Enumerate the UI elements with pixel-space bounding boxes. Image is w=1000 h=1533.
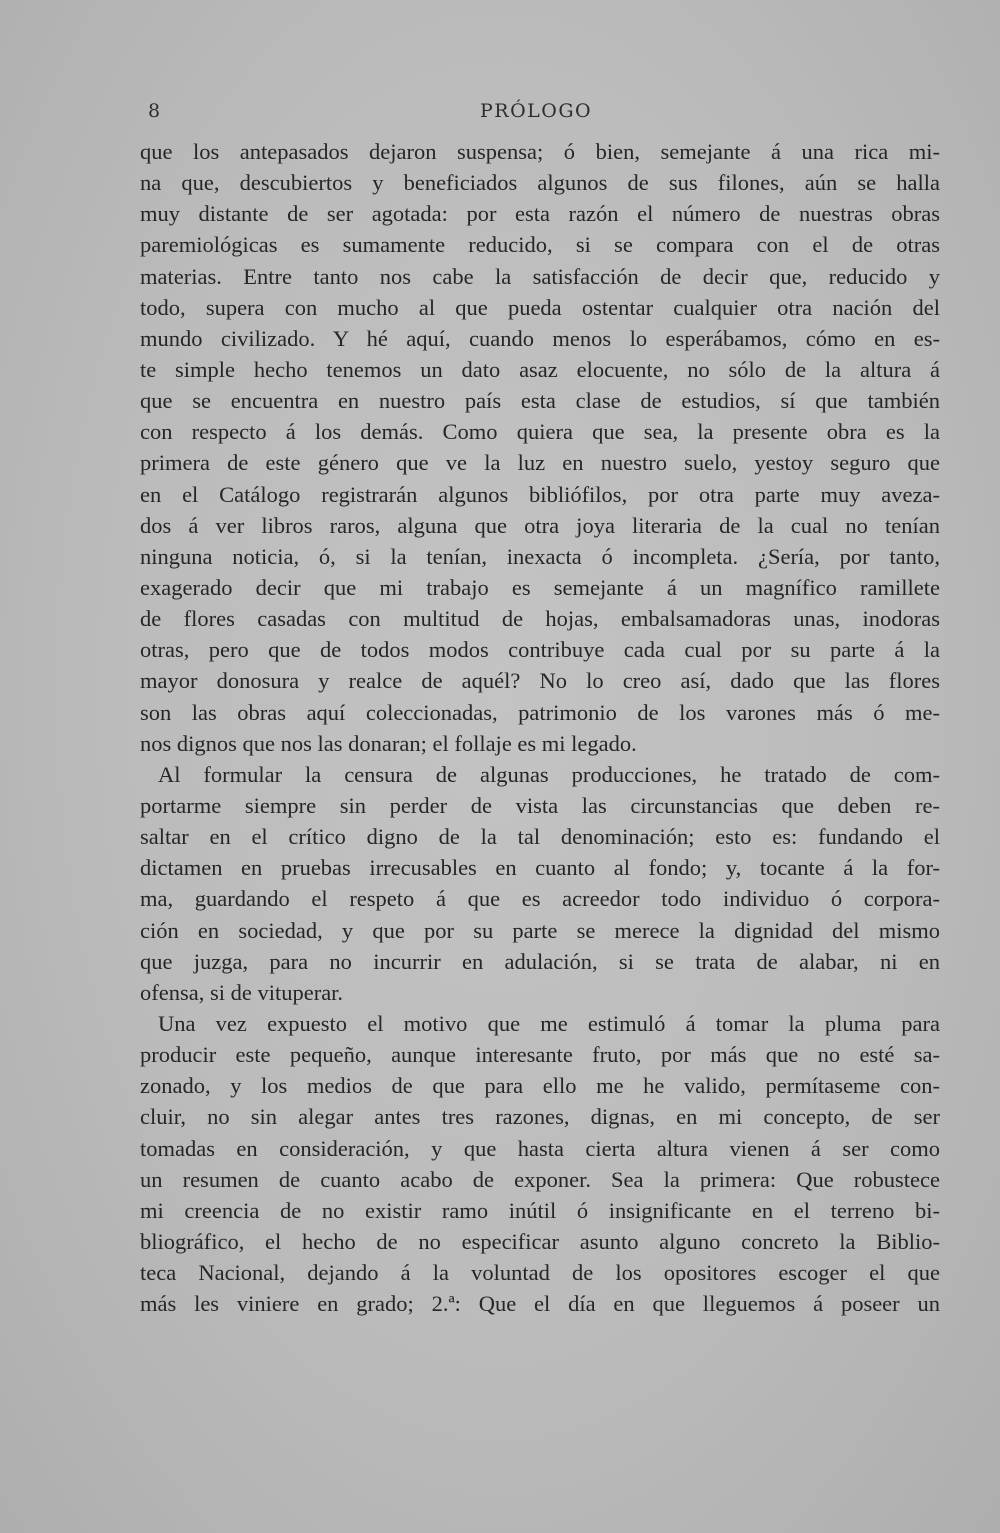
text-line: que se encuentra en nuestro país esta clase de estudios, sí que también — [140, 388, 940, 414]
running-head: PRÓLOGO — [480, 100, 593, 122]
text-line: zonado, y los medios de que para ello me he valido, permítaseme con- — [140, 1073, 940, 1099]
text-line: primera de este género que ve la luz en nuestro suelo, yestoy seguro que — [140, 450, 940, 476]
paragraph-start-line: Al formular la censura de algunas producciones, he tratado de com- — [158, 761, 940, 787]
text-line: muy distante de ser agotada: por esta razón el número de nuestras obras — [140, 201, 940, 227]
text-line: mundo civilizado. Y hé aquí, cuando menos lo esperábamos, cómo en es- — [140, 325, 940, 351]
text-line: con respecto á los demás. Como quiera que sea, la presente obra es la — [140, 419, 940, 445]
text-line: cluir, no sin alegar antes tres razones, dignas, en mi concepto, de ser — [140, 1104, 940, 1130]
text-line: mi creencia de no existir ramo inútil ó insignificante en el terreno bi- — [140, 1197, 940, 1223]
text-line: exagerado decir que mi trabajo es semejante á un magnífico ramillete — [140, 574, 940, 600]
text-line: tomadas en consideración, y que hasta cierta altura vienen á ser como — [140, 1135, 940, 1161]
text-line: son las obras aquí coleccionadas, patrimonio de los varones más ó me- — [140, 699, 940, 725]
text-line: saltar en el crítico digno de la tal denominación; esto es: fundando el — [140, 824, 940, 850]
text-line: paremiológicas es sumamente reducido, si se compara con el de otras — [140, 232, 940, 258]
text-line: todo, supera con mucho al que pueda ostentar cualquier otra nación del — [140, 294, 940, 320]
text-line: más les viniere en grado; 2.ª: Que el día en que lleguemos á poseer un — [140, 1291, 940, 1317]
text-line: mayor donosura y realce de aquél? No lo creo así, dado que las flores — [140, 668, 940, 694]
text-line: dictamen en pruebas irrecusables en cuanto al fondo; y, tocante á la for- — [140, 855, 940, 881]
page-header — [145, 98, 935, 132]
text-line: producir este pequeño, aunque interesante fruto, por más que no esté sa- — [140, 1042, 940, 1068]
text-line: ninguna noticia, ó, si la tenían, inexacta ó incompleta. ¿Sería, por tanto, — [140, 543, 940, 569]
text-line: bliográfico, el hecho de no especificar asunto alguno concreto la Biblio- — [140, 1228, 940, 1254]
text-line: na que, descubiertos y beneficiados algunos de sus filones, aún se halla — [140, 170, 940, 196]
text-line: ma, guardando el respeto á que es acreedor todo individuo ó corpora- — [140, 886, 940, 912]
text-line: ción en sociedad, y que por su parte se merece la dignidad del mismo — [140, 917, 940, 943]
text-line: portarme siempre sin perder de vista las circunstancias que deben re- — [140, 792, 940, 818]
paragraph-start-line: Una vez expuesto el motivo que me estimuló á tomar la pluma para — [158, 1010, 940, 1036]
text-line: teca Nacional, dejando á la voluntad de los opositores escoger el que — [140, 1260, 940, 1286]
text-line: que los antepasados dejaron suspensa; ó bien, semejante á una rica mi- — [140, 139, 940, 164]
paragraph-end-line: ofensa, si de vituperar. — [140, 979, 344, 1005]
text-line: te simple hecho tenemos un dato asaz elocuente, no sólo de la altura á — [140, 356, 940, 382]
body-text — [140, 136, 940, 1319]
page-number: 8 — [148, 100, 161, 122]
text-line: dos á ver libros raros, alguna que otra joya literaria de la cual no tenían — [140, 512, 940, 538]
paragraph-end-line: nos dignos que nos las donaran; el follaje es mi legado. — [140, 730, 637, 756]
text-line: que juzga, para no incurrir en adulación, si se trata de alabar, ni en — [140, 948, 940, 974]
text-line: materias. Entre tanto nos cabe la satisfacción de decir que, reducido y — [140, 263, 940, 289]
text-line: en el Catálogo registrarán algunos bibliófilos, por otra parte muy aveza- — [140, 481, 940, 507]
text-line: otras, pero que de todos modos contribuye cada cual por su parte á la — [140, 637, 940, 663]
text-line: de flores casadas con multitud de hojas, embalsamadoras unas, inodoras — [140, 606, 940, 632]
text-line: un resumen de cuanto acabo de exponer. Sea la primera: Que robustece — [140, 1166, 940, 1192]
